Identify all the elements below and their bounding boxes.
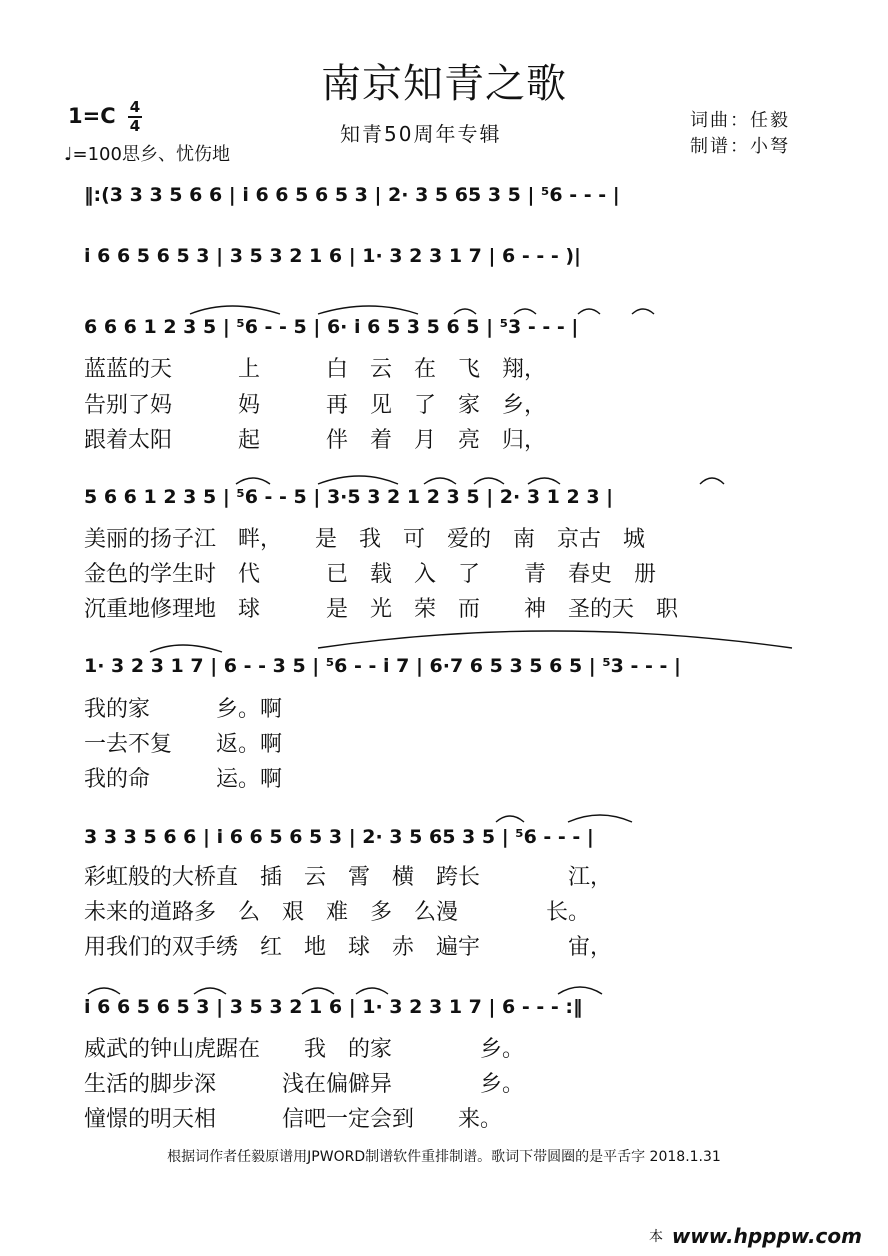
lyric-line-2: 告别了妈 妈 再 见 了 家 乡， xyxy=(84,393,547,418)
lyric-line-11: 未来的道路多 么 艰 难 多 么漫 长。 xyxy=(84,900,591,925)
notation-system-4: 5 6 6 1 2 3 5 | ⁵6 - - 5 | 3·5 3 2 1 2 3 5 | 2· 3 1 2 3 | xyxy=(84,486,614,508)
lyric-line-3: 跟着太阳 起 伴 着 月 亮 归， xyxy=(84,428,547,453)
footer-note: 根据词作者任毅原谱用JPWORD制谱软件重排制谱。歌词下带圆圈的是平舌字 2018.1.31 xyxy=(167,1149,721,1165)
time-signature-bottom: 4 xyxy=(129,117,141,135)
tempo-marking xyxy=(64,140,230,166)
credit-transcriber: 制谱：小弩 xyxy=(690,136,790,157)
notation-system-6: 3 3 3 5 6 6 | i 6 6 5 6 5 3 | 2· 3 5 65 3 5 | ⁵6 - - - | xyxy=(84,826,594,848)
lyric-line-12: 用我们的双手绣 红 地 球 赤 遍宇 宙， xyxy=(84,935,613,960)
time-signature-top: 4 xyxy=(129,98,141,116)
lyric-line-4: 美丽的扬子江 畔， 是 我 可 爱的 南 京古 城 xyxy=(84,527,646,552)
quarter-note-icon: ♩ xyxy=(64,144,73,165)
brand-url[interactable]: www.hpppw.com xyxy=(671,1224,862,1248)
lyric-line-6: 沉重地修理地 球 是 光 荣 而 神 圣的天 职 xyxy=(84,597,679,622)
lyric-line-10: 彩虹般的大桥直 插 云 霄 横 跨长 江， xyxy=(84,865,613,890)
lyric-line-9: 我的命 运。啊 xyxy=(84,767,283,792)
time-signature xyxy=(128,100,142,134)
lyric-line-8: 一去不复 返。啊 xyxy=(84,732,283,757)
key-signature: 1=C xyxy=(68,104,116,128)
album-subtitle: 知青50周年专辑 xyxy=(340,122,502,146)
lyric-line-14: 生活的脚步深 浅在偏僻异 乡。 xyxy=(84,1072,525,1097)
lyric-line-13: 威武的钟山虎踞在 我 的家 乡。 xyxy=(84,1037,525,1062)
lyric-line-15: 憧憬的明天相 信吧一定会到 来。 xyxy=(84,1107,503,1132)
credit-lyrics-music: 词曲：任毅 xyxy=(690,110,790,131)
lyric-line-5: 金色的学生时 代 已 载 入 了 青 春史 册 xyxy=(84,562,657,587)
song-title: 南京知青之歌 xyxy=(321,61,567,107)
notation-system-7: i 6 6 5 6 5 3 | 3 5 3 2 1 6 | 1· 3 2 3 1 7 | 6 - - - :‖ xyxy=(84,996,583,1018)
tempo-text: =100思乡、忧伤地 xyxy=(72,144,230,165)
notation-system-1: ‖:(3 3 3 5 6 6 | i 6 6 5 6 5 3 | 2· 3 5 65 3 5 | ⁵6 - - - | xyxy=(84,184,620,206)
lyric-line-1: 蓝蓝的天 上 白 云 在 飞 翔， xyxy=(84,357,547,382)
notation-system-2: i 6 6 5 6 5 3 | 3 5 3 2 1 6 | 1· 3 2 3 1 7 | 6 - - - )| xyxy=(84,245,581,267)
brand-prefix: 本 xyxy=(649,1229,663,1245)
notation-system-5: 1· 3 2 3 1 7 | 6 - - 3 5 | ⁵6 - - i 7 | 6·7 6 5 3 5 6 5 | ⁵3 - - - | xyxy=(84,655,681,677)
lyric-line-7: 我的家 乡。啊 xyxy=(84,697,283,722)
notation-system-3: 6 6 6 1 2 3 5 | ⁵6 - - 5 | 6· i 6 5 3 5 6 5 | ⁵3 - - - | xyxy=(84,316,579,338)
